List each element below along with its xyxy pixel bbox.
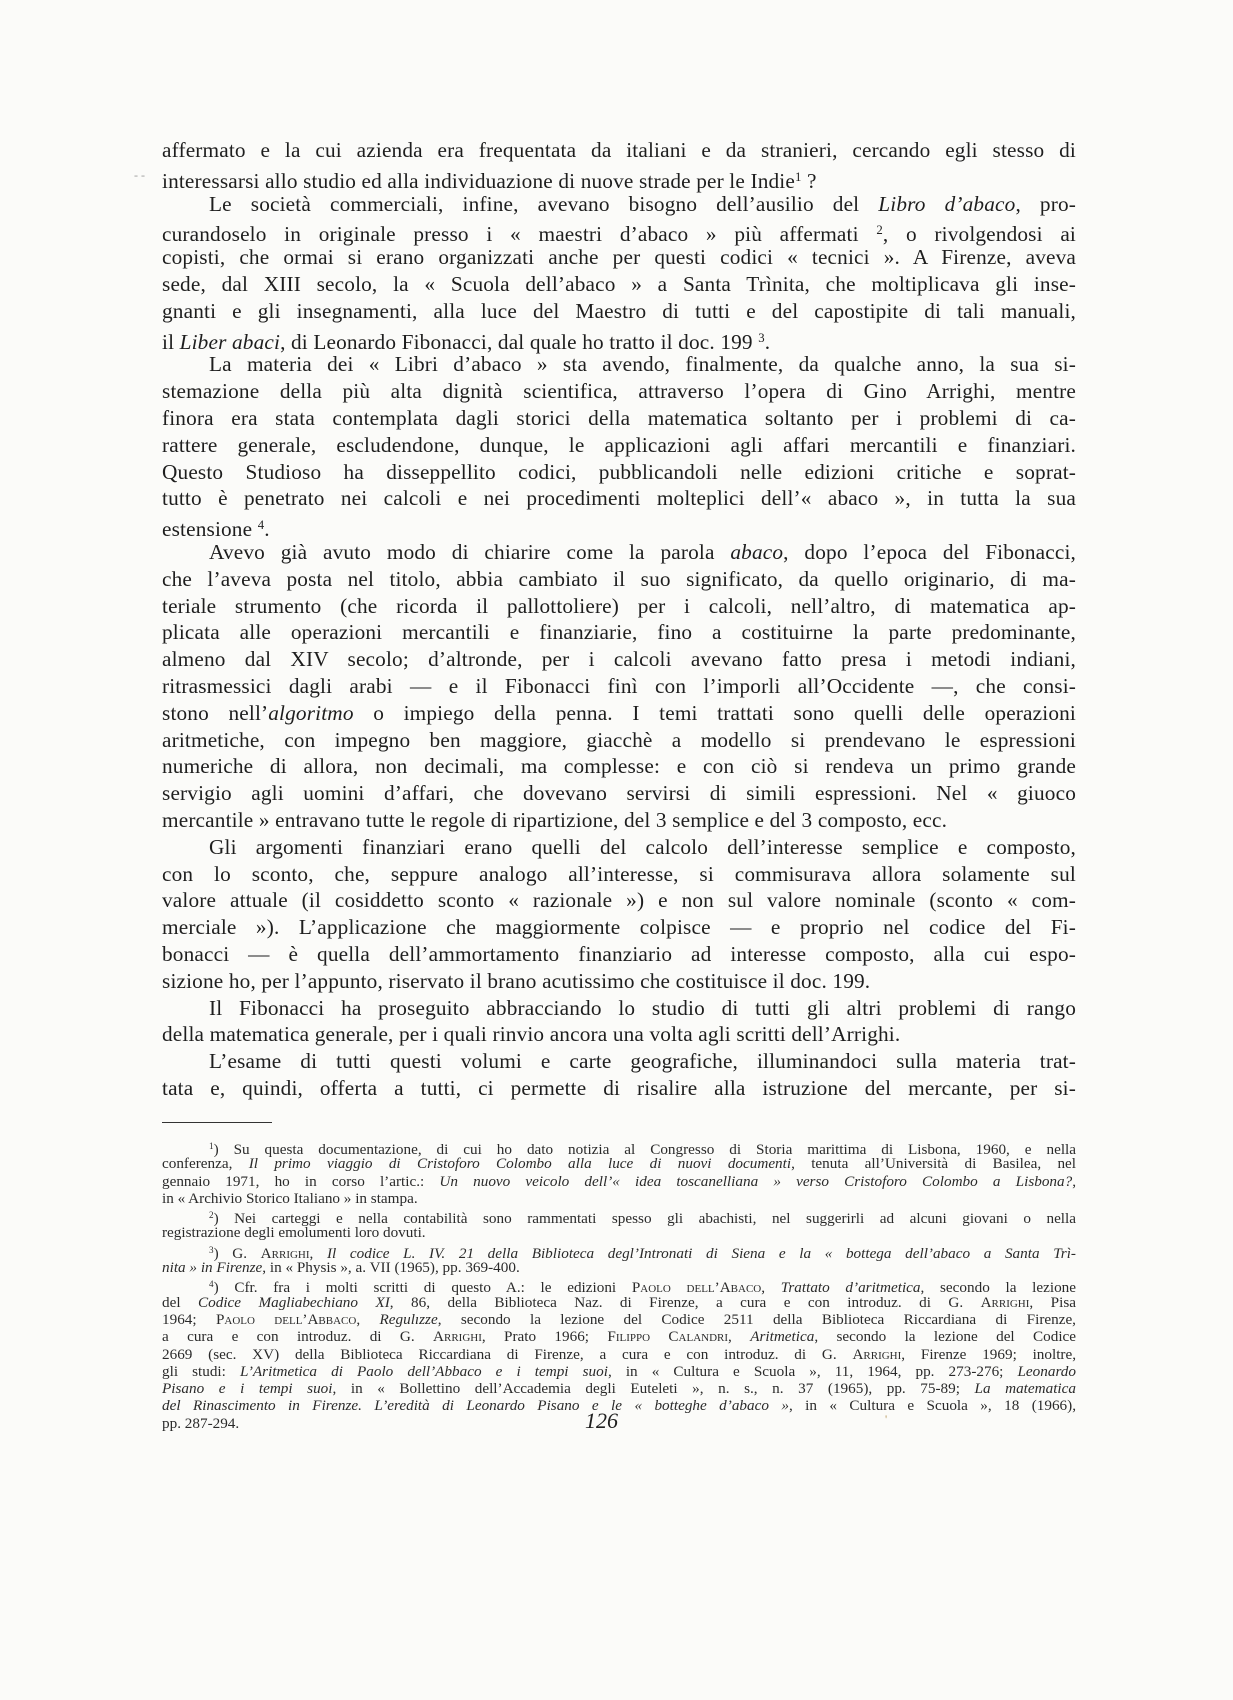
text-line <box>162 727 1076 754</box>
text-line <box>162 459 1076 486</box>
text-line <box>162 137 1076 164</box>
text-run: Questo Studioso ha disseppellito codici, pubblicandoli nelle edizioni critiche e soprat- <box>162 459 1076 484</box>
text-run: , in « Bollettino dell’Accademia degli Euteleti », n. s., n. 37 (1965), pp. 75-89; <box>332 1380 975 1398</box>
text-run: , Prato 1966; <box>481 1328 608 1346</box>
text-run: valore attuale (il cosiddetto sconto « razionale ») e non sul valore nominale (sconto « com- <box>162 888 1076 913</box>
text-run: , Firenze 1969; inoltre, <box>901 1345 1077 1363</box>
text-line <box>162 1380 1076 1397</box>
text-line <box>162 941 1076 968</box>
text-run: , <box>1072 1172 1076 1190</box>
text-line <box>162 566 1076 593</box>
text-run: mercantile » entravano tutte le regole di ripartizione, del 3 semplice e del 3 composto, ecc. <box>162 807 948 832</box>
text-line <box>162 861 1076 888</box>
text-run: che l’aveva posta nel titolo, abbia cambiato il suo significato, da quello originario, di ma- <box>162 566 1076 591</box>
text-line <box>162 1346 1076 1363</box>
text-run: , secondo la lezione del Codice <box>814 1328 1077 1346</box>
text-run: Le società commerciali, infine, avevano bisogno dell’ausilio del <box>209 191 879 216</box>
text-line <box>162 646 1076 673</box>
page-number: 126 <box>585 1408 618 1433</box>
text-run: a cura e con introduz. di G. <box>162 1328 434 1346</box>
text-run: in « Archivio Storico Italiano » in stampa. <box>162 1189 418 1207</box>
italic-run: nita » in Firenze <box>162 1259 263 1277</box>
text-line <box>162 673 1076 700</box>
text-run: , tenuta all’Università di Basilea, nel <box>791 1155 1076 1173</box>
text-line <box>162 834 1076 861</box>
text-line <box>162 995 1076 1022</box>
text-line <box>162 1173 1076 1190</box>
paragraph <box>162 1048 1076 1102</box>
text-run: gli studi: <box>162 1362 240 1380</box>
text-line <box>162 1397 1076 1414</box>
text-run: , dopo l’epoca del Fibonacci, <box>783 539 1076 564</box>
text-line <box>162 807 1076 834</box>
text-run: tata e, quindi, offerta a tutti, ci permette di risalire alla istruzione del mercante, per si- <box>162 1075 1076 1100</box>
text-line <box>162 887 1076 914</box>
text-line <box>162 1207 1076 1228</box>
paragraph <box>162 351 1076 542</box>
text-line <box>162 539 1076 566</box>
text-run: pp. 287-294. <box>162 1414 240 1432</box>
text-run: , o rivolgendosi ai <box>882 222 1076 247</box>
text-run: Gli argomenti finanziari erano quelli del calcolo dell’interesse semplice e composto, <box>209 834 1076 859</box>
text-line <box>162 244 1076 271</box>
author-name: Arrighi <box>852 1345 902 1363</box>
paragraph <box>162 834 1076 995</box>
text-run: copisti, che ormai si erano organizzati anche per questi codici « tecnici ». A Firenze, aveva <box>162 245 1076 270</box>
italic-run: Trattato d’aritmetica <box>780 1279 921 1297</box>
text-run: interessarsi allo studio ed alla individuazione di nuove strade per le Indie <box>162 168 795 193</box>
note-reference: 3 <box>209 1244 214 1255</box>
text-line <box>162 271 1076 298</box>
italic-run: Il codice L. IV. 21 della Biblioteca degl’Intronati di Siena e la « bottega dell’abaco a Santa Trì- <box>326 1244 1076 1262</box>
paragraph <box>162 995 1076 1049</box>
body-text <box>162 137 1076 1102</box>
text-line <box>162 1242 1076 1262</box>
text-line <box>162 1075 1076 1102</box>
text-run: , <box>728 1328 751 1346</box>
text-line <box>162 351 1076 378</box>
italic-run: Aritmetica <box>750 1328 815 1346</box>
text-run: stono nell’ <box>162 700 269 725</box>
text-run: plicata alle operazioni mercantili e finanziarie, fino a costituirne la parte predominante, <box>162 620 1076 645</box>
text-run: , in « Cultura e Scuola », 18 (1966), <box>788 1397 1076 1415</box>
text-line <box>162 325 1076 352</box>
text-run: del <box>162 1293 198 1311</box>
text-line <box>162 593 1076 620</box>
text-run: curandoselo in originale presso i « maestri d’abaco » più affermati <box>162 222 877 247</box>
italic-run: Libro d’abaco <box>878 191 1016 216</box>
text-run: L’esame di tutti questi volumi e carte geografiche, illuminandoci sulla materia trat- <box>209 1049 1076 1074</box>
text-run: della matematica generale, per i quali rinvio ancora una volta agli scritti dell’Arrighi. <box>162 1022 901 1047</box>
italic-run: Liber abaci <box>179 329 281 354</box>
author-name: Paolo dell’Abbaco <box>215 1310 357 1328</box>
text-line <box>162 485 1076 512</box>
text-line <box>162 968 1076 995</box>
text-run: , in « Cultura e Scuola », 11, 1964, pp. 273-276; <box>607 1362 1018 1380</box>
text-run: finora era stata contemplata dagli storici della matematica soltanto per i problemi di ca- <box>162 405 1076 430</box>
author-name: Paolo dell’Abaco <box>631 1279 762 1297</box>
text-run: , 86, della Biblioteca Naz. di Firenze, a cura e con introduz. di G. <box>389 1293 981 1311</box>
author-name: Arrighi <box>980 1293 1030 1311</box>
italic-run: Regulızze <box>379 1310 438 1328</box>
note-reference: 3 <box>758 330 765 345</box>
text-run: il <box>162 329 180 354</box>
text-run: ) Su questa documentazione, di cui ho dato notizia al Congresso di Storia marittima di Lisbona, 1960, e nella <box>213 1141 1076 1159</box>
text-run: , <box>356 1310 380 1328</box>
text-run: registrazione degli emolumenti loro dovuti. <box>162 1224 426 1242</box>
text-run: aritmetiche, con impegno ben maggiore, giacchè a modello si prendevano le espressioni <box>162 727 1076 752</box>
text-line <box>162 1048 1076 1075</box>
text-line <box>162 1311 1076 1328</box>
text-line <box>162 619 1076 646</box>
text-line <box>162 753 1076 780</box>
italic-run: del Rinascimento in Firenze. L’eredità di Leonardo Pisano e le « botteghe d’abaco » <box>162 1397 789 1415</box>
text-line <box>162 432 1076 459</box>
text-run: merciale »). L’applicazione che maggiormente colpisce — e proprio nel codice del Fi- <box>162 915 1076 940</box>
stray-mark: ' <box>885 1412 888 1426</box>
footnote <box>162 1276 1076 1432</box>
text-line <box>162 1294 1076 1311</box>
italic-run: La matematica <box>974 1380 1076 1398</box>
text-run: 2669 (sec. XV) della Biblioteca Riccardiana di Firenze, a cura e con introduz. di G. <box>162 1345 853 1363</box>
text-run: teriale strumento (che ricorda il pallottoliere) per i calcoli, nell’altro, di matematica ap- <box>162 593 1076 618</box>
note-reference: 1 <box>209 1141 214 1151</box>
text-run: sizione ho, per l’appunto, riservato il brano acutissimo che costituisce il doc. 199. <box>162 968 871 993</box>
text-run: Il Fibonacci ha proseguito abbracciando lo studio di tutti gli altri problemi di rango <box>209 995 1076 1020</box>
footnote <box>162 1138 1076 1207</box>
italic-run: L’Aritmetica di Paolo dell’Abbaco e i tempi suoi <box>239 1362 608 1380</box>
text-run: Avevo già avuto modo di chiarire come la parola <box>209 539 731 564</box>
italic-run: Leonardo <box>1017 1362 1076 1380</box>
text-run: gennaio 1971, ho in corso l’artic.: <box>162 1172 440 1190</box>
text-run: ritrasmessici dagli arabi — e il Fibonacci finì con l’imporli all’Occidente —, che consi- <box>162 673 1076 698</box>
text-run: almeno dal XIV secolo; d’altronde, per i calcoli avevano fatto presa i metodi indiani, <box>162 647 1076 672</box>
footnote-rule <box>162 1122 272 1123</box>
text-run: ) Nei carteggi e nella contabilità sono rammentati spesso gli abachisti, nel suggerirli ad alcuni giovani o nella <box>213 1210 1076 1228</box>
margin-mark: - - <box>134 168 145 182</box>
text-line <box>162 378 1076 405</box>
text-run: , <box>309 1244 327 1262</box>
paragraph <box>162 539 1076 834</box>
text-run: , secondo la lezione del Codice 2511 della Biblioteca Riccardiana di Firenze, <box>437 1310 1076 1328</box>
text-run: La materia dei « Libri d’abaco » sta avendo, finalmente, da qualche anno, la sua si- <box>209 352 1076 377</box>
text-line <box>162 217 1076 247</box>
text-run: , in « Physis », a. VII (1965), pp. 369-400. <box>262 1259 520 1277</box>
italic-run: Codice Magliabechiano XI <box>198 1293 390 1311</box>
text-run: ) G. <box>213 1244 261 1262</box>
text-run: bonacci — è quella dell’ammortamento finanziario ad interesse composto, alla cui espo- <box>162 941 1076 966</box>
text-run: . <box>764 329 771 354</box>
text-run: stemazione della più alta dignità scientifica, attraverso l’opera di Gino Arrighi, mentre <box>162 379 1076 404</box>
italic-run: algoritmo <box>268 700 354 725</box>
text-line <box>162 1138 1076 1159</box>
author-name: Arrighi <box>260 1244 310 1262</box>
text-line <box>162 164 1076 191</box>
text-run: o impiego della penna. I temi trattati sono quelli delle operazioni <box>353 700 1076 725</box>
text-run: , pro- <box>1015 191 1077 216</box>
note-reference: 2 <box>876 223 883 238</box>
text-run: numeriche di allora, non decimali, ma complesse: e con ciò si rendeva un primo grande <box>162 754 1076 779</box>
text-line <box>162 405 1076 432</box>
text-run: con lo sconto, che, seppure analogo all’interesse, si commisurava allora solamente sul <box>162 861 1076 886</box>
text-run: affermato e la cui azienda era frequentata da italiani e da stranieri, cercando egli stesso di <box>162 138 1076 162</box>
text-line <box>162 1155 1076 1172</box>
text-run: , Pisa <box>1029 1293 1076 1311</box>
text-line <box>162 780 1076 807</box>
text-line <box>162 700 1076 727</box>
text-run: , secondo la lezione <box>920 1279 1077 1297</box>
text-run: estensione <box>162 517 258 542</box>
text-line <box>162 1276 1077 1297</box>
text-run: , <box>761 1279 781 1297</box>
text-line <box>162 1021 1076 1048</box>
footnotes <box>162 1138 1076 1432</box>
text-run: gnanti e gli insegnamenti, alla luce del Maestro di tutti e del capostipite di tali manuali, <box>162 298 1076 323</box>
text-run: ) Cfr. fra i molti scritti di questo A.: le edizioni <box>213 1279 632 1297</box>
italic-run: Pisano e i tempi suoi <box>162 1380 333 1398</box>
text-run: rattere generale, escludendone, dunque, le applicazioni agli affari mercantili e finanziari. <box>162 432 1076 457</box>
text-run: servigio agli uomini d’affari, che dovevano servirsi di simili espressioni. Nel « giuoco <box>162 781 1076 806</box>
text-run: , di Leonardo Fibonacci, dal quale ho tratto il doc. 199 <box>280 329 759 354</box>
footnote <box>162 1207 1076 1242</box>
italic-run: Il primo viaggio di Cristoforo Colombo alla luce di nuovi documenti <box>248 1155 792 1173</box>
italic-run: Un nuovo veicolo dell’« idea toscanelliana » verso Cristoforo Colombo a Lisbona? <box>439 1172 1073 1190</box>
text-line <box>162 914 1076 941</box>
text-run: sede, dal XIII secolo, la « Scuola dell’abaco » a Santa Trìnita, che moltiplicava gli inse- <box>162 271 1076 296</box>
text-run: 1964; <box>162 1310 216 1328</box>
text-run: tutto è penetrato nei calcoli e nei procedimenti molteplici dell’« abaco », in tutta la sua <box>162 486 1076 511</box>
footnote <box>162 1242 1076 1277</box>
text-line <box>162 298 1076 325</box>
author-name: Arrighi <box>433 1328 482 1346</box>
italic-run: abaco <box>730 539 784 564</box>
note-reference: 2 <box>209 1210 214 1221</box>
note-reference: 4 <box>257 518 265 533</box>
paragraph <box>162 137 1076 191</box>
text-line <box>162 1328 1076 1345</box>
paragraph <box>162 191 1076 352</box>
text-line <box>162 191 1076 218</box>
text-line <box>162 1363 1076 1380</box>
text-line <box>162 1415 1076 1432</box>
text-line <box>162 1190 1076 1207</box>
note-reference: 4 <box>209 1279 214 1290</box>
note-reference: 1 <box>794 169 802 184</box>
author-name: Filippo Calandri <box>607 1328 729 1346</box>
text-run: . <box>264 517 270 542</box>
text-run: conferenza, <box>162 1155 249 1173</box>
text-line <box>162 512 1076 542</box>
text-run: ? <box>801 168 817 193</box>
